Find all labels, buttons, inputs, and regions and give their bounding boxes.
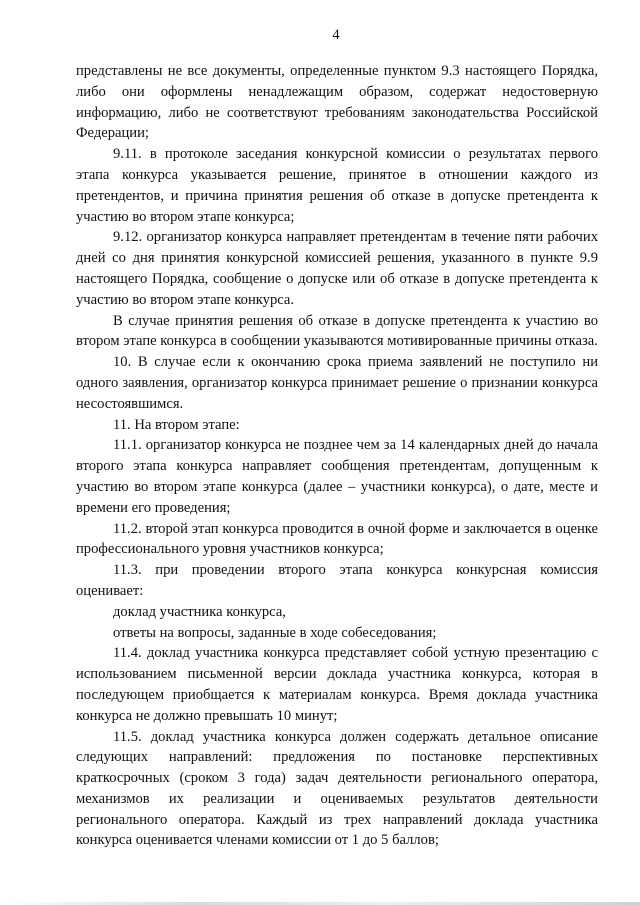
paragraph-11-1: 11.1. организатор конкурса не позднее чем за 14 календарных дней до начала второго этапа конкурса направляет сообщения претендентам, допущенным к участию во втором этапе конкурса (далее – участники конкурса), о дате, месте и времени его проведения; — [76, 437, 598, 516]
paragraph-11-2: 11.2. второй этап конкурса проводится в очной форме и заключается в оценке профессионального уровня участников конкурса; — [76, 520, 598, 558]
paragraph-11-5: 11.5. доклад участника конкурса должен содержать детальное описание следующих направлений: предложения по постановке перспективных краткосрочных (сроком 3 года) задач деятельности регионального оператора, механизмов их реализации и оцениваемых результатов деятельности регионального оператора. Каждый из трех направлений доклада участника конкурса оценивается членами комиссии от 1 до 5 баллов; — [76, 728, 598, 849]
paragraph-refusal-reasons: В случае принятия решения об отказе в допуске претендента к участию во втором этапе конкурса в сообщении указываются мотивированные причины отказа. — [76, 312, 598, 350]
paragraph-11: 11. На втором этапе: — [113, 416, 240, 433]
list-item-answers: ответы на вопросы, заданные в ходе собеседования; — [113, 624, 437, 641]
paragraph-10: 10. В случае если к окончанию срока приема заявлений не поступило ни одного заявления, организатор конкурса принимает решение о признании конкурса несостоявшимся. — [76, 354, 598, 412]
paragraph-9-12: 9.12. организатор конкурса направляет претендентам в течение пяти рабочих дней со дня принятия конкурсной комиссией решения, указанного в пункте 9.9 настоящего Порядка, сообщение о допуске или об отказе в допуске претендента к участию во втором этапе конкурса. — [76, 229, 598, 308]
page-number: 4 — [332, 27, 340, 43]
list-item-report: доклад участника конкурса, — [113, 603, 286, 620]
paragraph-9-11: 9.11. в протоколе заседания конкурсной комиссии о результатах первого этапа конкурса указывается решение, принятое в отношении каждого из претендентов, и причина принятия решения об отказе в допуске претендента к участию во втором этапе конкурса; — [76, 146, 598, 225]
paragraph-11-3: 11.3. при проведении второго этапа конкурса конкурсная комиссия оценивает: — [76, 562, 598, 599]
paragraph-11-4: 11.4. доклад участника конкурса представляет собой устную презентацию с использованием письменной версии доклада участника конкурса, которая в последующем приобщается к материалам конкурса. Время доклада участника конкурса не должно превышать 10 минут; — [76, 645, 598, 724]
document-body — [76, 61, 598, 851]
paragraph-continuation: представлены не все документы, определенные пунктом 9.3 настоящего Порядка, либо они оформлены ненадлежащим образом, содержат недостоверную информацию, либо не соответствуют требованиям законодательства Российской Федерации; — [76, 63, 598, 142]
